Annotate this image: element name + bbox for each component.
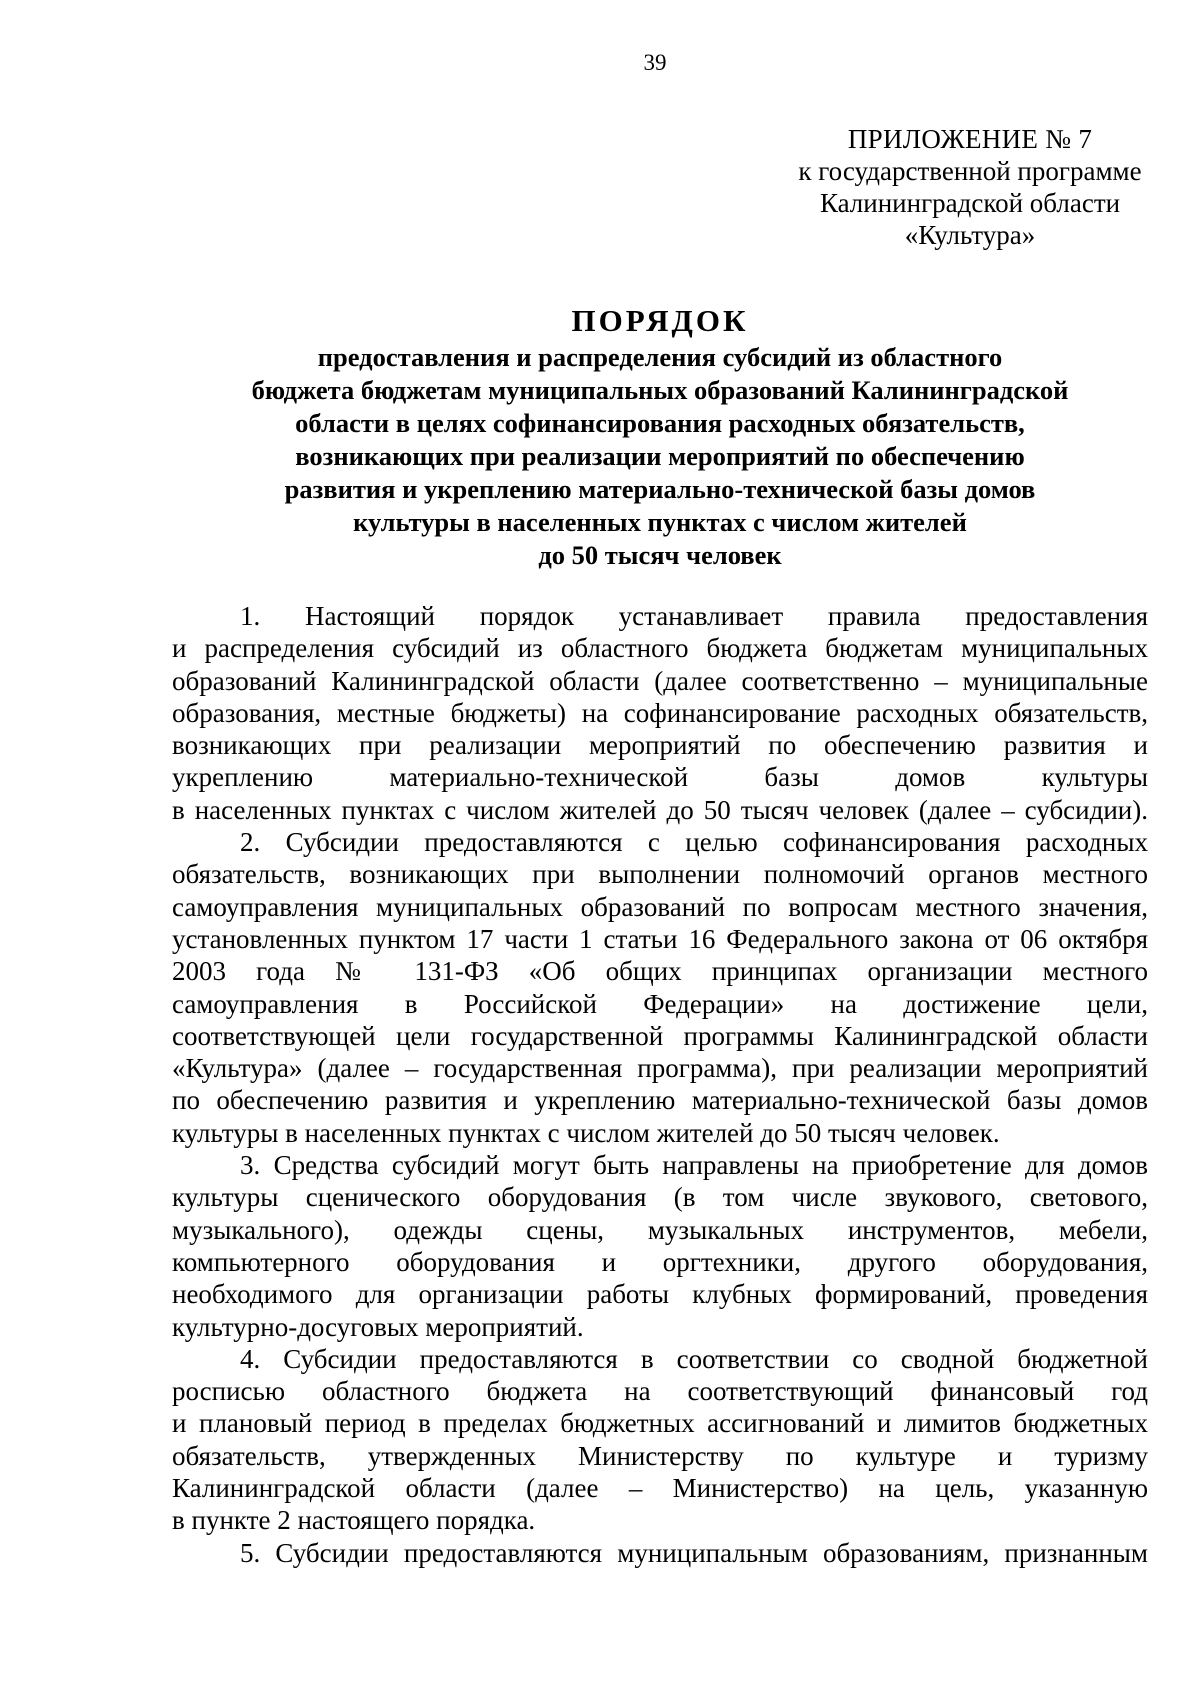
text-line: 1. Настоящий порядок устанавливает правила предоставления <box>240 601 1148 631</box>
text-line: укреплению материально-технической базы домов культуры <box>172 762 1148 793</box>
paragraph-5 <box>172 1537 1148 1569</box>
text-line: росписью областного бюджета на соответствующий финансовый год <box>172 1376 1148 1407</box>
text-line: 2. Субсидии предоставляются с целью софинансирования расходных <box>240 827 1148 858</box>
paragraph-2 <box>172 826 1148 1149</box>
text-line: возникающих при реализации мероприятий по обеспечению развития и <box>172 730 1148 761</box>
document-subtitle <box>170 341 1150 572</box>
subtitle-line: области в целях софинансирования расходных обязательств, <box>295 408 1025 438</box>
subtitle-line: возникающих при реализации мероприятий по обеспечению <box>295 441 1025 471</box>
appendix-line: «Культура» <box>904 220 1036 250</box>
text-line: обязательств, утвержденных Министерству по культуре и туризму <box>172 1440 1148 1471</box>
text-line: 3. Средства субсидий могут быть направлены на приобретение для домов <box>240 1150 1148 1181</box>
subtitle-line: до 50 тысяч человек <box>538 540 782 570</box>
text-line: образований Калининградской области (далее соответственно – муниципальные <box>172 665 1148 696</box>
subtitle-line: предоставления и распределения субсидий из областного <box>317 342 1003 372</box>
text-line: в населенных пунктах с числом жителей до 50 тысяч человек (далее – субсидии). <box>172 794 1148 825</box>
appendix-line: к государственной программе <box>798 156 1142 186</box>
text-line: культуры сценического оборудования (в том числе звукового, светового, <box>172 1182 1148 1213</box>
text-line: в пункте 2 настоящего порядка. <box>172 1505 536 1536</box>
appendix-header <box>760 123 1180 251</box>
text-line: «Культура» (далее – государственная программа), при реализации мероприятий <box>172 1053 1148 1084</box>
paragraph-3 <box>172 1149 1148 1343</box>
text-line: самоуправления в Российской Федерации» на достижение цели, <box>172 988 1148 1019</box>
text-line: по обеспечению развития и укреплению материально-технической базы домов <box>172 1085 1148 1116</box>
text-line: самоуправления муниципальных образований по вопросам местного значения, <box>172 891 1148 922</box>
text-line: обязательств, возникающих при выполнении полномочий органов местного <box>172 859 1148 890</box>
text-line: компьютерного оборудования и оргтехники, другого оборудования, <box>172 1246 1148 1277</box>
text-line: и распределения субсидий из областного бюджета бюджетам муниципальных <box>172 633 1148 664</box>
text-line: соответствующей цели государственной программы Калининградской области <box>172 1020 1148 1051</box>
text-line: 2003 года № 131-ФЗ «Об общих принципах организации местного <box>172 956 1148 987</box>
page-number: 39 <box>643 50 667 75</box>
text-line: музыкального), одежды сцены, музыкальных инструментов, мебели, <box>172 1214 1148 1245</box>
subtitle-line: культуры в населенных пунктах с числом жителей <box>353 507 967 537</box>
text-line: культурно-досуговых мероприятий. <box>172 1311 584 1342</box>
appendix-title: ПРИЛОЖЕНИЕ № 7 <box>847 124 1093 154</box>
text-line: 4. Субсидии предоставляются в соответствии со сводной бюджетной <box>240 1343 1148 1374</box>
text-line: образования, местные бюджеты) на софинансирование расходных обязательств, <box>172 697 1148 728</box>
text-line: и плановый период в пределах бюджетных ассигнований и лимитов бюджетных <box>172 1408 1148 1439</box>
text-line: Калининградской области (далее – Министерство) на цель, указанную <box>172 1473 1148 1504</box>
body-text <box>172 600 1148 1569</box>
document-title: ПОРЯДОК <box>571 303 749 338</box>
paragraph-4 <box>172 1343 1148 1537</box>
paragraph-1 <box>172 600 1148 826</box>
text-line: культуры в населенных пунктах с числом жителей до 50 тысяч человек. <box>172 1117 1000 1148</box>
appendix-line: Калининградской области <box>819 188 1121 218</box>
text-line: 5. Субсидии предоставляются муниципальным образованиям, признанным <box>240 1537 1148 1568</box>
title-block <box>170 305 1150 572</box>
text-line: необходимого для организации работы клубных формирований, проведения <box>172 1279 1148 1310</box>
text-line: установленных пунктом 17 части 1 статьи 16 Федерального закона от 06 октября <box>172 923 1148 954</box>
subtitle-line: бюджета бюджетам муниципальных образований Калининградской <box>251 375 1069 405</box>
subtitle-line: развития и укреплению материально-технической базы домов <box>284 474 1036 504</box>
